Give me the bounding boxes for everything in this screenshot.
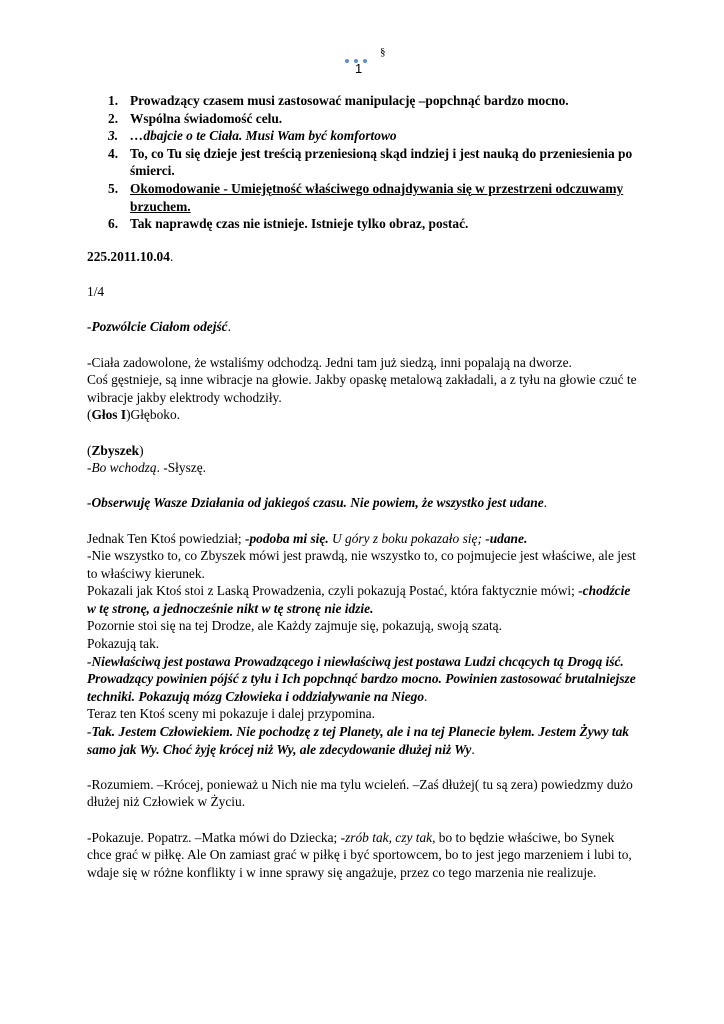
- page-number: 1: [355, 61, 363, 76]
- p4-text: -Obserwuję Wasze Działania od jakiegoś czasu. Nie powiem, że wszystko jest udane: [87, 495, 544, 511]
- paragraph-3-line-1: [87, 442, 639, 460]
- p5-l8-end: .: [471, 741, 475, 757]
- p1-end: .: [227, 319, 231, 335]
- list-item-text: Tak naprawdę czas nie istnieje. Istnieje tylko obraz, postać.: [130, 216, 469, 232]
- list-item: [108, 110, 648, 128]
- section-mark: §: [380, 46, 386, 58]
- p7-a: -Pokazuje. Popatrz. –Matka mówi do Dziecka;: [87, 829, 341, 845]
- p5-b: -podoba mi się.: [244, 530, 329, 546]
- date-line: [87, 248, 639, 266]
- list-item-text: …dbajcie o te Ciała. Musi Wam być komfortowo: [130, 128, 397, 144]
- date: 225.2011.10.04: [87, 249, 170, 264]
- list-item-number: 3.: [108, 128, 119, 144]
- list-item: [108, 145, 648, 180]
- list-item: [108, 215, 648, 233]
- numbered-list: [108, 92, 648, 233]
- list-item-text: Okomodowanie - Umiejętność właściwego odnajdywania się w przestrzeni odczuwamy brzuchem.: [130, 180, 624, 214]
- p5-d: -udane.: [485, 530, 528, 546]
- p5-l3-b: -chodźcie w tę stronę, a jednocześnie nikt w tę stronę nie idzie.: [87, 583, 631, 616]
- paren-close: ): [139, 442, 144, 458]
- list-item-number: 5.: [108, 180, 119, 196]
- list-item: [108, 127, 648, 145]
- paragraph-5-line-7: Teraz ten Ktoś sceny mi pokazuje i dalej przypomina.: [87, 706, 375, 722]
- p5-l6-end: .: [424, 688, 428, 704]
- paragraph-1: [87, 318, 639, 336]
- page-header: [0, 42, 724, 78]
- p5-l3-a: Pokazali jak Ktoś stoi z Laską Prowadzenia, czyli pokazują Postać, która faktycznie mówi;: [87, 583, 579, 599]
- p5-c: U góry z boku pokazało się;: [328, 530, 486, 546]
- paren-open: (: [87, 407, 92, 423]
- paren-open: (: [87, 442, 92, 458]
- paragraph-5-line-4: Pozornie stoi się na tej Drodze, ale Każdy zajmuje się, pokazują, swoją szatą.: [87, 618, 502, 634]
- list-item-number: 4.: [108, 145, 119, 161]
- paragraph-4: [87, 494, 639, 512]
- p1-text: -Pozwólcie Ciałom odejść: [87, 319, 228, 335]
- speaker-label: Głos I: [91, 407, 127, 423]
- p5-a: Jednak Ten Ktoś powiedział;: [87, 530, 245, 546]
- list-item-text: Wspólna świadomość celu.: [130, 110, 283, 126]
- list-item-number: 1.: [108, 93, 119, 108]
- date-dot: .: [169, 249, 174, 264]
- paragraph-2-line-2: Coś gęstnieje, są inne wibracje na głowie. Jakby opaskę metalową zakładali, a z tyłu na głowie czuć te wibracje jakby elektrody wchodziły.: [87, 372, 637, 405]
- paragraph-2-line-3: [87, 406, 639, 424]
- fraction-line: 1/4: [87, 284, 105, 300]
- list-item-text: Prowadzący czasem musi zastosować manipulację –popchnąć bardzo mocno.: [130, 93, 569, 108]
- p7-c: , bo to będzie właściwe, bo Synek chce grać w piłkę. Ale On zamiast grać w piłkę i być sportowcem, bo to jest jego marzeniem i lubi to, wdaje się w różne konflikty i w inne sprawy się angażuje, przez co tego marzenia nie realizuje.: [87, 829, 632, 880]
- paragraph-5-line-6: [87, 653, 639, 706]
- p4-end: .: [543, 495, 548, 511]
- paragraph-5-line-8: [87, 723, 639, 758]
- p3-rest: . -Słyszę.: [156, 460, 207, 476]
- paragraph-6: -Rozumiem. –Krócej, ponieważ u Nich nie ma tylu wcieleń. –Zaś dłużej( tu są zera) powiedzmy dużo dłużej niż Człowiek w Życiu.: [87, 776, 633, 810]
- paragraph-3-line-2: [87, 459, 639, 477]
- paragraph-5-line-3: [87, 582, 639, 617]
- list-item-number: 2.: [108, 110, 119, 126]
- p5-l6: -Niewłaściwą jest postawa Prowadzącego i niewłaściwą jest postawa Ludzi chcących tą Drogą iść. Prowadzący powinien pójść z tyłu i Ich popchnąć bardzo mocno. Powinien zastosować brutalniejsze techniki. Pokazują mózg Człowieka i oddziaływanie na Niego: [87, 653, 636, 704]
- list-item: [108, 180, 648, 215]
- speaker-name: Zbyszek: [91, 442, 140, 458]
- p3-italic: -Bo wchodzą: [87, 460, 157, 476]
- list-item-number: 6.: [108, 216, 119, 232]
- list-item: [108, 92, 648, 110]
- p5-l8: -Tak. Jestem Człowiekiem. Nie pochodzę z tej Planety, ale i na tej Planecie byłem. Jestem Żywy tak samo jak Wy. Choć żyję krócej niż Wy, ale zdecydowanie dłużej niż Wy: [87, 724, 629, 757]
- paragraph-5-line-2: -Nie wszystko to, co Zbyszek mówi jest prawdą, nie wszystko to, co pojmujecie jest właściwe, ale jest to właściwy kierunek.: [87, 548, 636, 581]
- paragraph-2-line-1: -Ciała zadowolone, że wstaliśmy odchodzą. Jedni tam już siedzą, inni popalają na dworze.: [87, 354, 572, 370]
- paragraph-5-line-5: Pokazują tak.: [87, 636, 160, 652]
- document-body: [87, 248, 639, 881]
- list-item-text: To, co Tu się dzieje jest treścią przeniesioną skąd indziej i jest nauką do przeniesienia po śmierci.: [130, 145, 633, 179]
- p2-rest: )Głęboko.: [126, 407, 181, 423]
- p7-b: -zrób tak, czy tak: [340, 829, 433, 845]
- paragraph-7: [87, 829, 639, 882]
- paragraph-5-line-1: [87, 530, 639, 548]
